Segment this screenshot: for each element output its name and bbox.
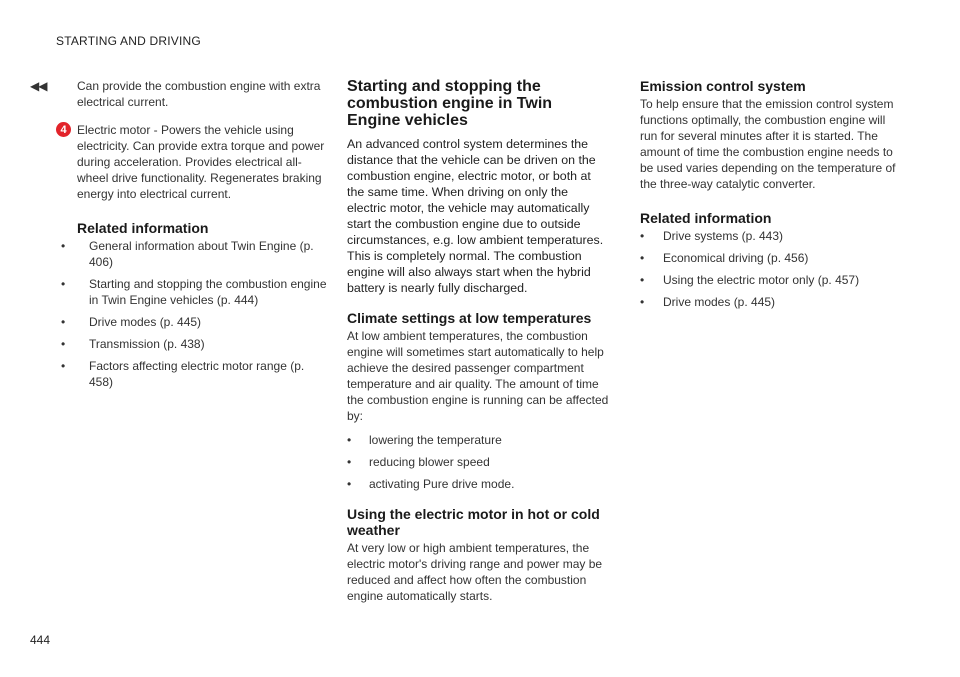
- bullet-icon: •: [61, 239, 66, 253]
- related-link[interactable]: • Starting and stopping the combustion engine in Twin Engine vehicles (p. 444): [61, 277, 327, 307]
- right-column: [640, 78, 902, 316]
- bullet-icon: •: [640, 251, 645, 265]
- bullet-icon: •: [640, 273, 645, 287]
- related-link[interactable]: • Transmission (p. 438): [61, 337, 205, 351]
- list-item: • activating Pure drive mode.: [347, 477, 515, 491]
- list-item: • reducing blower speed: [347, 455, 490, 469]
- weather-heading: Using the electric motor in hot or cold weather: [347, 506, 600, 538]
- climate-heading: Climate settings at low temperatures: [347, 310, 592, 326]
- bullet-icon: •: [347, 433, 352, 447]
- related-link[interactable]: • Drive modes (p. 445): [61, 315, 202, 329]
- related-info-heading: Related information: [77, 220, 209, 236]
- numbered-item-4: [60, 122, 327, 202]
- bullet-icon: •: [61, 277, 66, 291]
- intro-text: Can provide the combustion engine with extra electrical current.: [77, 79, 321, 109]
- related-link[interactable]: • General information about Twin Engine (p. 406): [61, 239, 314, 269]
- related-info-list-2: [640, 228, 902, 310]
- related-link[interactable]: • Economical driving (p. 456): [640, 251, 809, 265]
- bullet-icon: •: [640, 229, 645, 243]
- bullet-icon: •: [61, 315, 66, 329]
- bullet-icon: •: [61, 337, 66, 351]
- bullet-icon: •: [347, 477, 352, 491]
- bullet-icon: •: [347, 455, 352, 469]
- weather-text: At very low or high ambient temperatures, the electric motor's driving range and power may be reduced and affect how often the combustion engine automatically starts.: [347, 541, 603, 603]
- item-4-text: Electric motor - Powers the vehicle using electricity. Can provide extra torque and power during acceleration. Provides electrical all-wheel drive functionality. Regenerates braking energy into electrical current.: [77, 123, 325, 201]
- climate-list: [347, 432, 609, 492]
- page-number: 444: [30, 633, 51, 647]
- number-badge-icon: 4: [56, 122, 71, 137]
- emission-heading: Emission control system: [640, 78, 806, 94]
- list-item: • lowering the temperature: [347, 433, 502, 447]
- related-link[interactable]: • Drive modes (p. 445): [640, 295, 776, 309]
- related-link[interactable]: • Using the electric motor only (p. 457): [640, 273, 860, 287]
- related-link[interactable]: • Factors affecting electric motor range (p. 458): [61, 359, 305, 389]
- bullet-icon: •: [640, 295, 645, 309]
- related-info-heading-2: Related information: [640, 210, 772, 226]
- page-header: STARTING AND DRIVING: [56, 34, 201, 48]
- lead-paragraph: An advanced control system determines the distance that the vehicle can be driven on the combustion engine, electric motor, or both at the same time. When driving on only the electric motor, the vehicle may automatically start the combustion engine due to outside circumstances, e.g. low ambient temperatures. This is completely normal. The combustion engine will also always start when the hybrid battery is nearly fully discharged.: [347, 137, 604, 295]
- continuation-marker-icon: ◀◀: [30, 79, 47, 93]
- emission-text: To help ensure that the emission control system functions optimally, the combustion engine will run for several minutes after it is started. The amount of time the combustion engine needs to be used varies depending on the temperature of the three-way catalytic converter.: [640, 97, 896, 191]
- section-title: Starting and stopping the combustion engine in Twin Engine vehicles: [347, 78, 553, 129]
- middle-column: [347, 78, 609, 604]
- related-info-list: [61, 238, 327, 390]
- climate-text: At low ambient temperatures, the combustion engine will sometimes start automatically to help achieve the desired passenger compartment temperature and air quality. The amount of time the combustion engine is running can be affected by:: [347, 329, 609, 423]
- related-link[interactable]: • Drive systems (p. 443): [640, 229, 784, 243]
- left-column: [60, 78, 327, 396]
- bullet-icon: •: [61, 359, 66, 373]
